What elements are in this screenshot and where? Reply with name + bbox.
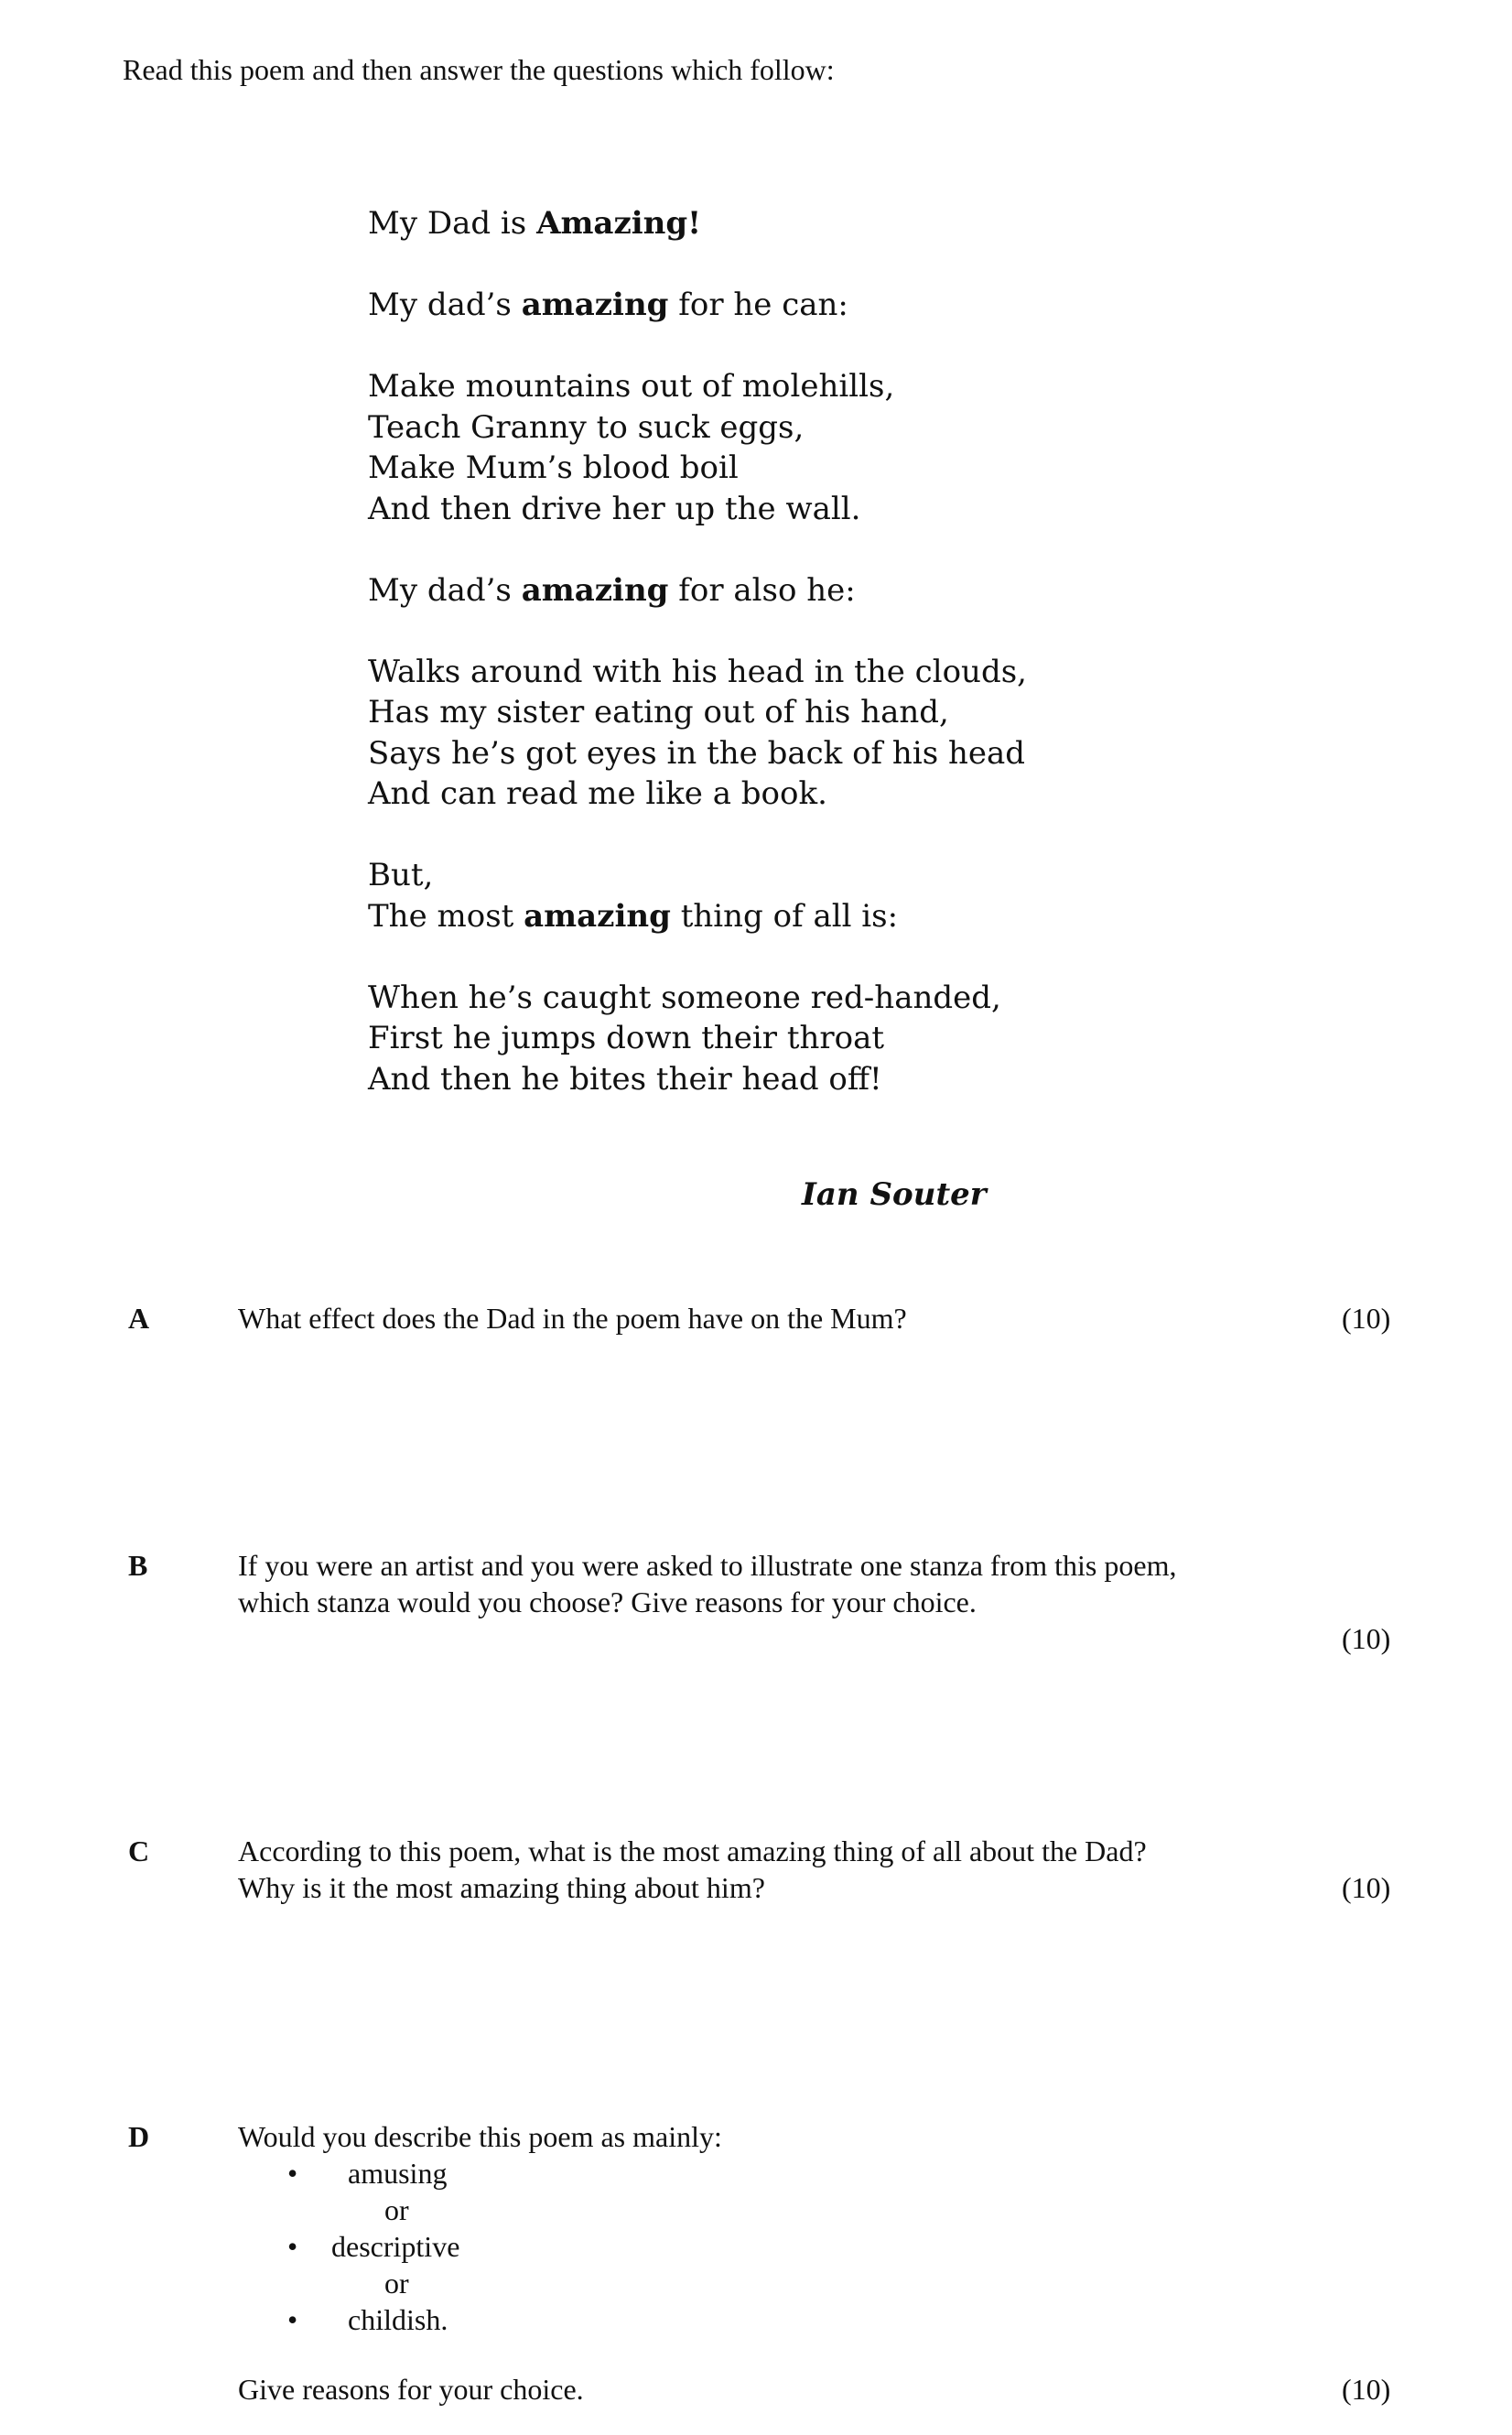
stanza-break: [368, 611, 1027, 652]
line-text: And can read me like a book.: [368, 775, 827, 812]
line-text: Has my sister eating out of his hand,: [368, 694, 949, 730]
line-text: The most: [368, 897, 524, 935]
line-text: And then drive her up the wall.: [368, 490, 861, 527]
line-text: My Dad is: [368, 205, 537, 242]
line-text: Make mountains out of molehills,: [368, 368, 895, 405]
marks-label: (10): [1342, 1622, 1391, 1655]
bullet-icon: •: [287, 2157, 298, 2190]
question-letter: C: [128, 1834, 150, 1867]
poem-line: [368, 570, 1027, 611]
line-text: for he can:: [668, 287, 848, 323]
question-text: According to this poem, what is the most amazing thing of all about the Dad? Why is it the most amazing thing about him?: [238, 1834, 1147, 1904]
line-text: Teach Granny to suck eggs,: [368, 408, 805, 446]
question-text: Would you describe this poem as mainly:: [238, 2120, 722, 2153]
question-text: If you were an artist and you were asked to illustrate one stanza from this poem, which stanza would you choose? Give reasons for your choice.: [238, 1549, 1177, 1618]
question-letter: A: [128, 1302, 150, 1335]
line-text: But,: [368, 857, 434, 893]
question-text: What effect does the Dad in the poem have on the Mum?: [238, 1302, 907, 1335]
question-letter: B: [128, 1549, 148, 1582]
poem-line: [368, 407, 1027, 449]
poem-line: [368, 366, 1027, 407]
line-text: Says he’s got eyes in the back of his head: [368, 734, 1026, 772]
poem-line: [368, 1059, 1027, 1100]
poem-line: [368, 285, 1027, 326]
line-text: Make Mum’s blood boil: [368, 449, 739, 486]
emphasis-text: amazing: [521, 571, 669, 609]
line-text: First he jumps down their throat: [368, 1020, 885, 1056]
marks-label: (10): [1342, 1302, 1391, 1335]
poem-line: [368, 489, 1027, 530]
stanza-break: [368, 529, 1027, 570]
poem-body: [368, 203, 1027, 1099]
poem-line: [368, 203, 1027, 244]
bullet-icon: •: [287, 2303, 298, 2336]
emphasis-text: amazing: [524, 897, 671, 935]
line-text: My dad’s: [368, 571, 522, 609]
line-text: My dad’s: [368, 287, 522, 323]
emphasis-text: amazing: [521, 287, 669, 323]
line-text: Walks around with his head in the clouds,: [368, 653, 1027, 690]
line-text: for also he:: [668, 571, 856, 609]
poem-line: [368, 978, 1027, 1019]
marks-label: (10): [1342, 2373, 1391, 2406]
poem-line: [368, 692, 1027, 733]
stanza-break: [368, 244, 1027, 286]
poem-line: [368, 774, 1027, 815]
poem-line: [368, 652, 1027, 693]
line-text: When he’s caught someone red-handed,: [368, 979, 1001, 1016]
poem-line: [368, 1018, 1027, 1059]
poem-author: Ian Souter: [802, 1176, 987, 1213]
poem-line: [368, 896, 1027, 937]
question-letter: D: [128, 2120, 150, 2153]
bullet-icon: •: [287, 2230, 298, 2263]
stanza-break: [368, 936, 1027, 978]
question-closing: Give reasons for your choice.: [238, 2373, 584, 2406]
line-text: thing of all is:: [670, 897, 899, 935]
poem-line: [368, 733, 1027, 774]
marks-label: (10): [1342, 1871, 1391, 1904]
instructions-text: Read this poem and then answer the questions which follow:: [123, 53, 835, 86]
poem-line: [368, 855, 1027, 896]
stanza-break: [368, 326, 1027, 367]
poem-line: [368, 448, 1027, 489]
stanza-break: [368, 815, 1027, 856]
emphasis-text: Amazing!: [536, 205, 702, 242]
line-text: And then he bites their head off!: [368, 1060, 882, 1098]
